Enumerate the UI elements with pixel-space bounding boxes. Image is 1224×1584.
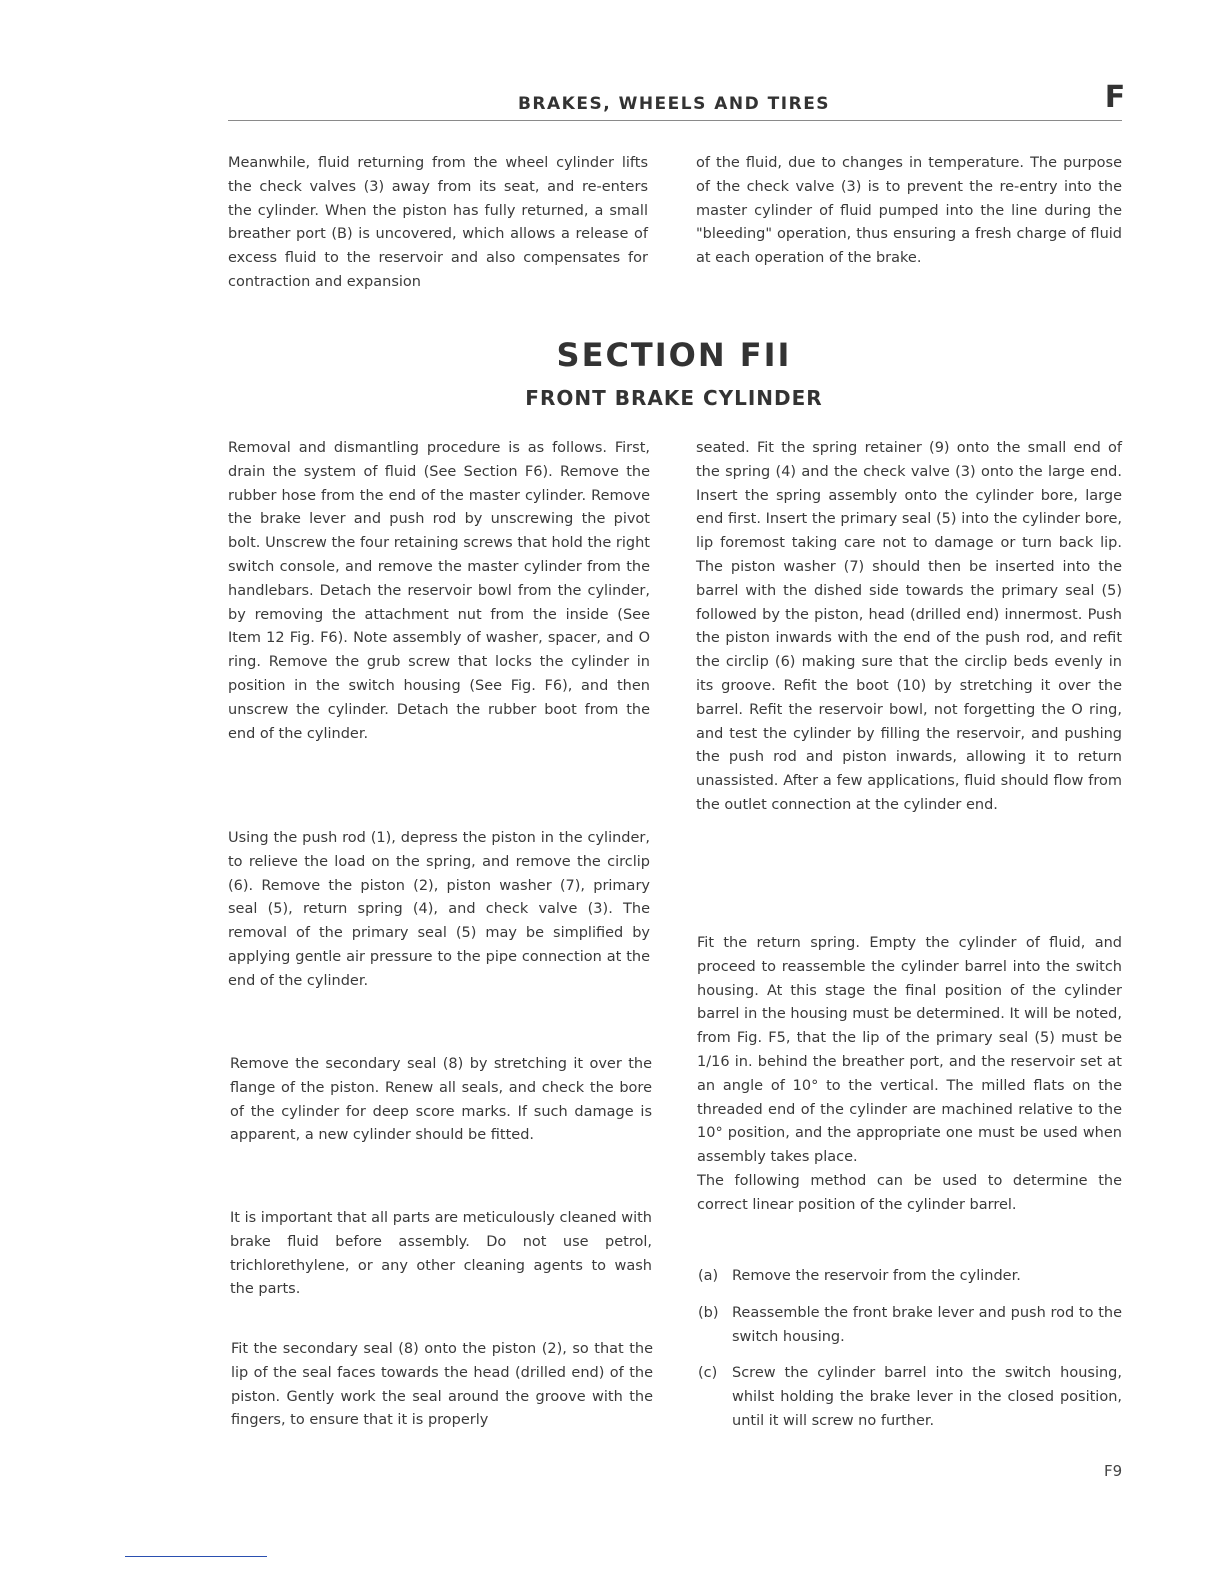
paragraph: Using the push rod (1), depress the piston in the cylinder, to relieve the load on the spring, and remove the circlip (6). Remove the piston (2), piston washer (7), primary seal (5), return spring (4), and check valve (3). The removal of the primary seal (5) may be simplified by applying gentle air pressure to the pipe connection at the end of the cylinder.: [228, 830, 650, 989]
footer-divider: [125, 1556, 267, 1557]
paragraph: seated. Fit the spring retainer (9) onto the small end of the spring (4) and the check valve (3) onto the large end. Insert the spring assembly onto the cylinder bore, large end first. Insert the primary seal (5) into the cylinder bore, lip foremost taking care not to damage or turn back lip. The piston washer (7) should then be inserted into the barrel with the dished side towards the primary seal (5) followed by the piston, head (drilled end) innermost. Push the piston inwards with the end of the push rod, and refit the circlip (6) making sure that the circlip beds evenly in its groove. Refit the boot (10) by stretching it over the barrel. Refit the reservoir bowl, not forgetting the O ring, and test the cylinder by filling the reservoir, and pushing the push rod and piston inwards, allowing it to return unassisted. After a few applications, fluid should flow from the outlet connection at the cylinder end.: [696, 440, 1122, 813]
left-paragraph-push-rod: [228, 827, 650, 994]
step-text: Screw the cylinder barrel into the switch housing, whilst holding the brake lever in the closed position, until it will screw no further.: [732, 1365, 1122, 1429]
paragraph: Fit the return spring. Empty the cylinder of fluid, and proceed to reassemble the cylinder barrel into the switch housing. At this stage the final position of the cylinder barrel in the housing must be determined. It will be noted, from Fig. F5, that the lip of the primary seal (5) must be 1/16 in. behind the breather port, and the reservoir set at an angle of 10° to the vertical. The milled flats on the threaded end of the cylinder are machined relative to the 10° position, and the appropriate one must be used when assembly takes place.: [697, 935, 1122, 1166]
paragraph: Fit the secondary seal (8) onto the piston (2), so that the lip of the seal faces towards the head (drilled end) of the piston. Gently work the seal around the groove with the fingers, to ensure that it is properly: [231, 1341, 653, 1429]
section-subtitle: FRONT BRAKE CYLINDER: [525, 386, 823, 410]
chapter-letter: F: [1104, 80, 1126, 115]
step-item: [698, 1302, 1122, 1350]
right-paragraph-return-spring: [697, 932, 1122, 1218]
step-label: (a): [698, 1268, 719, 1284]
intro-right-column: [696, 152, 1122, 271]
step-item: [698, 1265, 1122, 1289]
right-paragraph-assembly: [696, 437, 1122, 818]
paragraph: It is important that all parts are meticulously cleaned with brake fluid before assembly. Do not use petrol, trichlorethylene, or any other cleaning agents to wash the parts.: [230, 1210, 652, 1298]
section-title: SECTION FII: [556, 336, 792, 374]
step-label: (b): [698, 1305, 719, 1321]
left-paragraph-removal: [228, 437, 650, 746]
step-label: (c): [698, 1365, 718, 1381]
paragraph: Remove the secondary seal (8) by stretching it over the flange of the piston. Renew all seals, and check the bore of the cylinder for deep score marks. If such damage is apparent, a new cylinder should be fitted.: [230, 1056, 652, 1144]
paragraph: Removal and dismantling procedure is as follows. First, drain the system of fluid (See Section F6). Remove the rubber hose from the end of the master cylinder. Remove the brake lever and push rod by unscrewing the pivot bolt. Unscrew the four retaining screws that hold the right switch console, and remove the master cylinder from the handlebars. Detach the reservoir bowl from the cylinder, by removing the attachment nut from the inside (See Item 12 Fig. F6). Note assembly of washer, spacer, and O ring. Remove the grub screw that locks the cylinder in position in the switch housing (See Fig. F6), and then unscrew the cylinder. Detach the rubber boot from the end of the cylinder.: [228, 440, 650, 742]
intro-right-paragraph: of the fluid, due to changes in temperature. The purpose of the check valve (3) is to prevent the re-entry into the master cylinder of fluid pumped into the line during the "bleeding" operation, thus ensuring a fresh charge of fluid at each operation of the brake.: [696, 155, 1122, 267]
intro-left-column: [228, 152, 648, 295]
left-paragraph-cleaning: [230, 1207, 652, 1302]
header-divider: [228, 120, 1122, 121]
paragraph: The following method can be used to determine the correct linear position of the cylinder barrel.: [697, 1172, 1122, 1213]
page-number: F9: [1104, 1462, 1123, 1480]
intro-left-paragraph: Meanwhile, fluid returning from the wheel cylinder lifts the check valves (3) away from its seat, and re-enters the cylinder. When the piston has fully returned, a small breather port (B) is uncovered, which allows a release of excess fluid to the reservoir and also compensates for contraction and expansion: [228, 155, 648, 290]
running-header: BRAKES, WHEELS AND TIRES: [517, 94, 831, 114]
left-paragraph-fit-seal: [231, 1338, 653, 1433]
step-item: [698, 1362, 1122, 1433]
step-text: Remove the reservoir from the cylinder.: [732, 1268, 1021, 1284]
left-paragraph-secondary-seal: [230, 1053, 652, 1148]
step-text: Reassemble the front brake lever and push rod to the switch housing.: [732, 1305, 1122, 1345]
